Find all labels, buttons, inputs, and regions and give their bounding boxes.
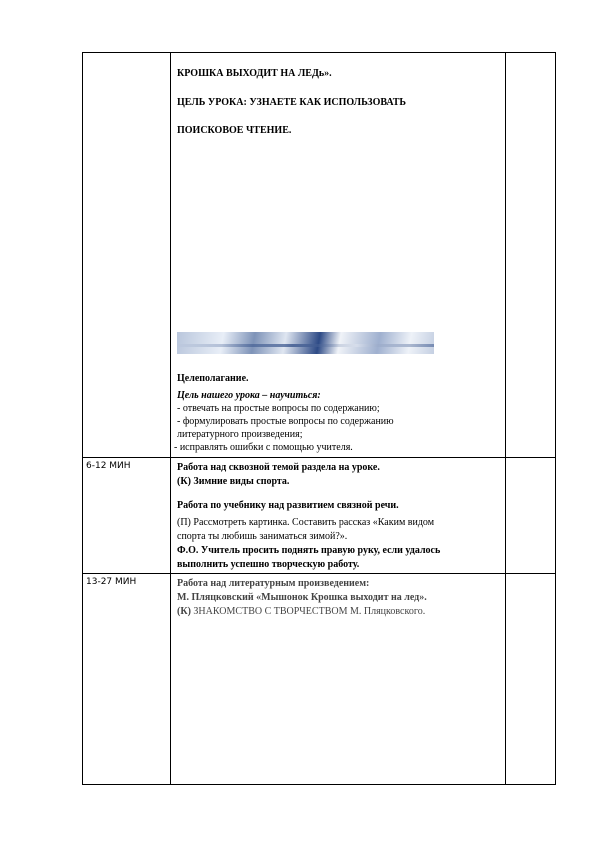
ice-picture	[177, 332, 434, 354]
row2-line-1: Работа над сквозной темой раздела на уроке.	[177, 462, 380, 473]
lesson-title: КРОШКА ВЫХОДИТ НА ЛЕДь».	[177, 68, 332, 79]
table-border-top	[82, 52, 556, 53]
row3-line-3-text: ЗНАКОМСТВО С ТВОРЧЕСТВОМ М. Пляцковского.	[190, 606, 426, 617]
goal-setting-heading: Целеполагание.	[177, 373, 249, 384]
row3-line-2: М. Пляцковский «Мышонок Крошка выходит на лед».	[177, 592, 427, 603]
row2-line-4: (П) Рассмотреть картинка. Составить рассказ «Каким видом	[177, 517, 435, 528]
table-border-right	[555, 52, 556, 785]
aim-item: - исправлять ошибки с помощью учителя.	[174, 442, 353, 453]
row-divider-1	[82, 457, 556, 458]
aim-item: - формулировать простые вопросы по содержанию	[177, 416, 394, 427]
time-label-row-2: 6-12 МИН	[86, 461, 131, 471]
row2-line-2: (К) Зимние виды спорта.	[177, 476, 290, 487]
row2-line-6: Ф.О. Учитель просить поднять правую руку, если удалось	[177, 545, 441, 556]
row3-line-1: Работа над литературным произведением:	[177, 578, 370, 589]
column-divider-2	[505, 52, 506, 785]
row-divider-2	[82, 573, 556, 574]
table-border-left	[82, 52, 83, 785]
time-label-row-3: 13-27 МИН	[86, 577, 137, 587]
lesson-goal-line-1: ЦЕЛЬ УРОКА: УЗНАЕТЕ КАК ИСПОЛЬЗОВАТЬ	[177, 97, 407, 108]
row2-line-3: Работа по учебнику над развитием связной речи.	[177, 500, 399, 511]
column-divider-1	[170, 52, 171, 785]
aim-item: - отвечать на простые вопросы по содержанию;	[177, 403, 380, 414]
aim-intro: Цель нашего урока – научиться:	[177, 390, 321, 401]
row2-line-5: спорта ты любишь заниматься зимой?».	[177, 531, 348, 542]
table-border-bottom	[82, 784, 556, 785]
row3-line-3-marker: (К)	[177, 606, 191, 617]
lesson-goal-line-2: ПОИСКОВОЕ ЧТЕНИЕ.	[177, 125, 292, 136]
aim-item: литературного произведения;	[177, 429, 303, 440]
row3-line-3	[177, 606, 425, 618]
row2-line-7: выполнить успешно творческую работу.	[177, 559, 360, 570]
